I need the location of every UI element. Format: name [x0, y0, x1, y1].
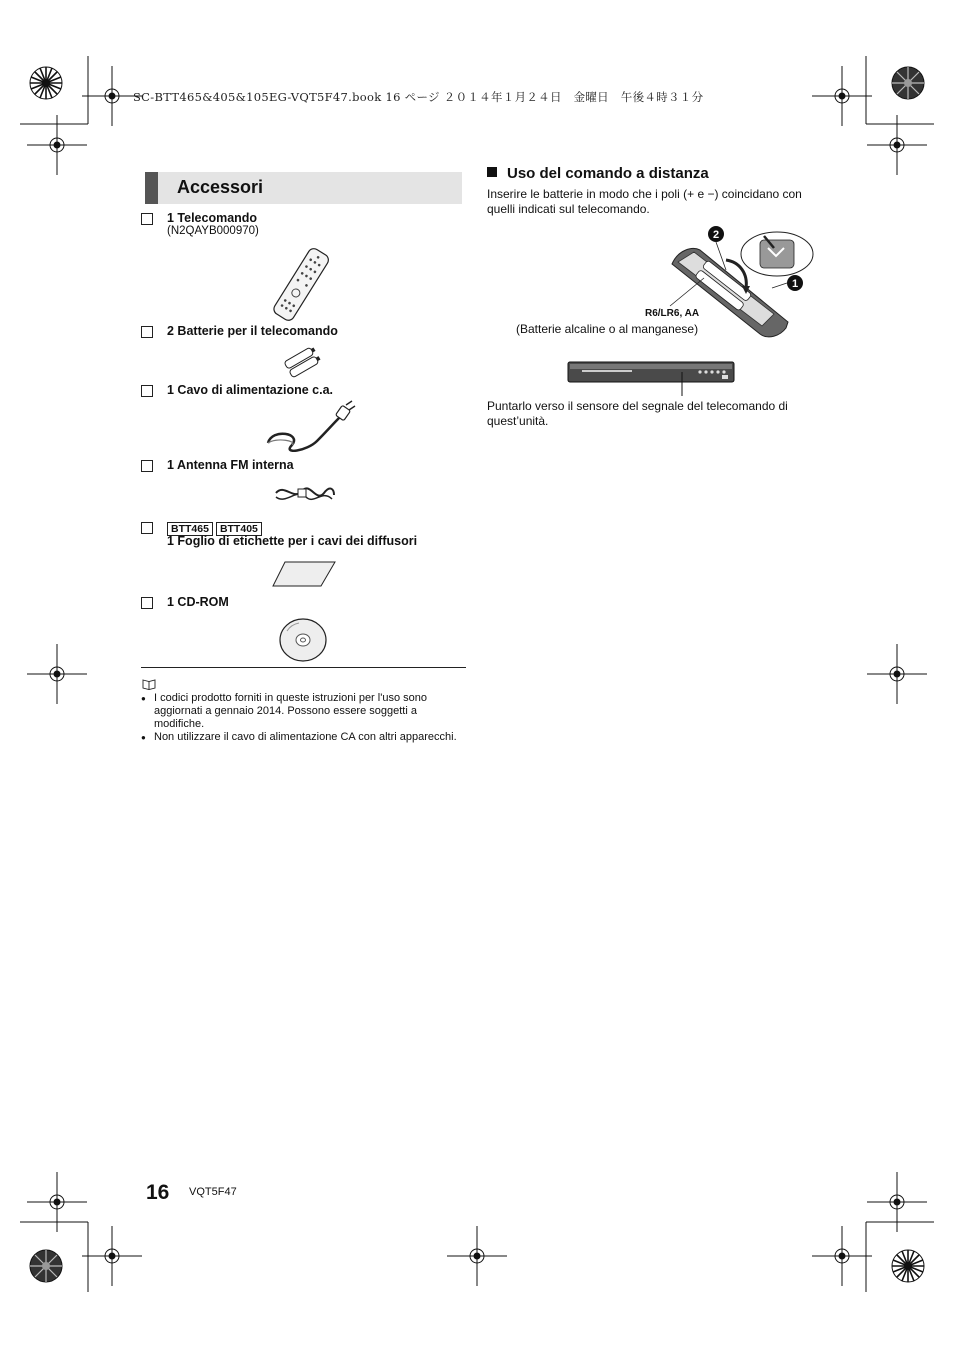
cd-rom-illustration [279, 617, 329, 663]
checkbox-remote[interactable] [141, 213, 153, 225]
step-1-marker: 1 [791, 278, 799, 290]
model-tag-btt465: BTT465 [167, 522, 213, 536]
label-sheet-illustration [271, 560, 337, 588]
checkbox-fm-antenna[interactable] [141, 460, 153, 472]
batteries-illustration [284, 346, 324, 376]
checkbox-speaker-labels[interactable] [141, 522, 153, 534]
player-unit-illustration [566, 358, 736, 398]
item-label-remote: 1 Telecomando [167, 211, 258, 225]
fm-antenna-illustration [272, 479, 338, 509]
heading-square-icon [487, 167, 497, 177]
item-label-batteries: 2 Batterie per il telecomando [167, 324, 338, 338]
checkbox-batteries[interactable] [141, 326, 153, 338]
model-tag-btt405: BTT405 [216, 522, 262, 536]
note-item: ● I codici prodotto forniti in queste istruzioni per l'uso sono aggiornati a gennaio 2014. Possono essere soggetti a modifiche. [141, 692, 466, 731]
section-accent-bar [145, 172, 158, 204]
step-2-marker: 2 [712, 229, 720, 241]
battery-type-caption: (Batterie alcaline o al manganese) [516, 322, 699, 336]
item-code-remote: (N2QAYB000970) [167, 225, 259, 237]
notes-list [141, 692, 466, 744]
remote-usage-title: Uso del comando a distanza [507, 165, 709, 182]
notes-divider [141, 667, 466, 668]
file-info-header: SC-BTT465&405&105EG-VQT5F47.book 16 ページ ２０１４年１月２４日 金曜日 午後４時３１分 [133, 90, 704, 104]
page-number: 16 [146, 1181, 170, 1204]
checkbox-power-cord[interactable] [141, 385, 153, 397]
checkbox-cd-rom[interactable] [141, 597, 153, 609]
remote-usage-heading [487, 165, 709, 182]
item-label-power-cord: 1 Cavo di alimentazione c.a. [167, 383, 334, 397]
section-title: Accessori [177, 177, 264, 197]
document-code: VQT5F47 [189, 1186, 237, 1198]
battery-instruction: Inserire le batterie in modo che i poli (+ e −) coincidano con quelli indicati sul telecomando. [487, 187, 802, 216]
item-label-cd-rom: 1 CD-ROM [167, 595, 229, 609]
note-item: ● Non utilizzare il cavo di alimentazione CA con altri apparecchi. [141, 731, 466, 744]
item-label-speaker-labels: 1 Foglio di etichette per i cavi dei diffusori [167, 534, 418, 548]
remote-control-illustration [262, 247, 342, 322]
note-book-icon [142, 678, 156, 690]
battery-type-label: R6/LR6, AA [645, 308, 700, 319]
power-cord-illustration [262, 403, 354, 453]
section-header [145, 172, 462, 204]
sensor-instruction: Puntarlo verso il sensore del segnale del telecomando di quest’unità. [487, 399, 788, 428]
item-label-fm-antenna: 1 Antenna FM interna [167, 458, 294, 472]
